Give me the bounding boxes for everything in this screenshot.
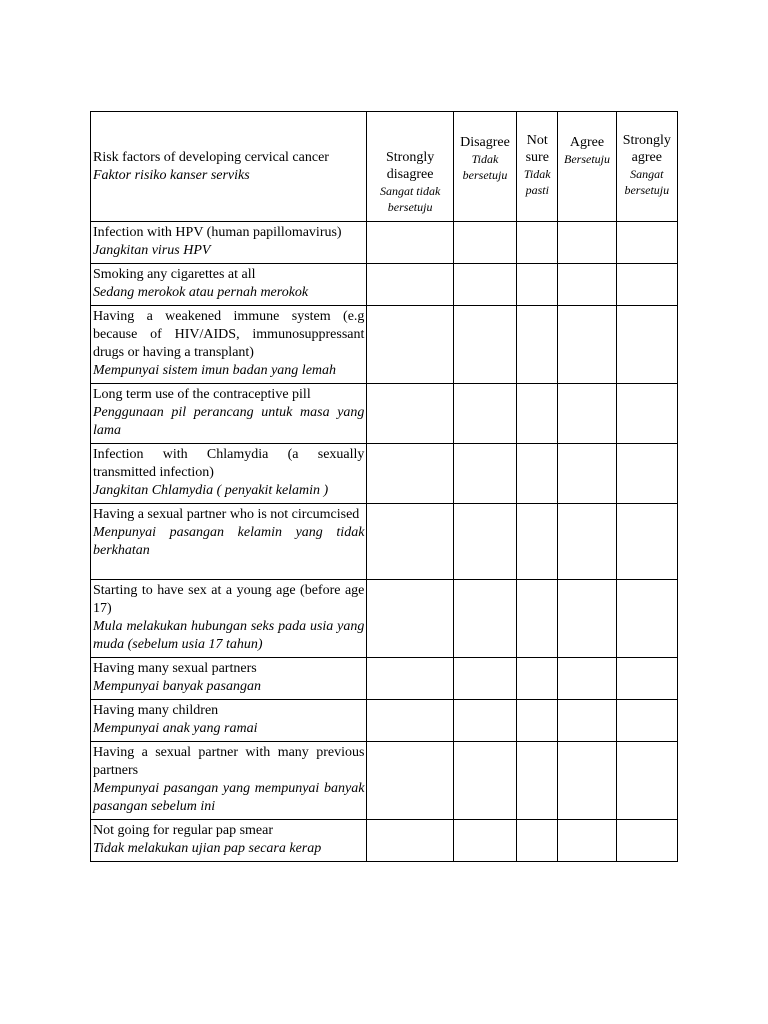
risk-factor-en: Having a weakened immune system (e.g because of HIV/AIDS, immunosuppressant drugs or having a transplant) [93, 309, 365, 360]
table-row [91, 384, 678, 444]
answer-cell-strongly-agree[interactable] [616, 306, 677, 384]
answer-cell-strongly-agree[interactable] [616, 820, 677, 862]
risk-factor-en: Infection with HPV (human papillomavirus) [93, 225, 342, 240]
answer-cell-disagree[interactable] [453, 504, 516, 580]
risk-factor-en: Starting to have sex at a young age (before age 17) [93, 583, 365, 616]
answer-cell-strongly-agree[interactable] [616, 384, 677, 444]
risk-factor-ms: Sedang merokok atau pernah merokok [93, 285, 309, 300]
risk-factor-ms: Mempunyai pasangan yang mempunyai banyak pasangan sebelum ini [93, 781, 365, 814]
table-row [91, 444, 678, 504]
answer-cell-disagree[interactable] [453, 306, 516, 384]
risk-factor-en: Smoking any cigarettes at all [93, 267, 256, 282]
table-row [91, 306, 678, 384]
answer-cell-not-sure[interactable] [517, 444, 558, 504]
answer-cell-strongly-agree[interactable] [616, 658, 677, 700]
answer-cell-disagree[interactable] [453, 820, 516, 862]
answer-cell-strongly-disagree[interactable] [367, 222, 453, 264]
table-row [91, 742, 678, 820]
answer-cell-disagree[interactable] [453, 444, 516, 504]
header-option-ms: Sangat tidak bersetuju [379, 184, 441, 214]
answer-cell-strongly-agree[interactable] [616, 580, 677, 658]
risk-factor-cell [91, 222, 367, 264]
header-option-ms: Sangat bersetuju [624, 167, 670, 197]
risk-factor-cell [91, 384, 367, 444]
answer-cell-disagree[interactable] [453, 264, 516, 306]
answer-cell-strongly-disagree[interactable] [367, 700, 453, 742]
answer-cell-agree[interactable] [558, 658, 616, 700]
answer-cell-agree[interactable] [558, 580, 616, 658]
risk-factor-en: Having many children [93, 703, 219, 718]
header-disagree [453, 112, 516, 222]
answer-cell-not-sure[interactable] [517, 264, 558, 306]
answer-cell-not-sure[interactable] [517, 580, 558, 658]
answer-cell-strongly-agree[interactable] [616, 444, 677, 504]
answer-cell-agree[interactable] [558, 264, 616, 306]
risk-factor-cell [91, 504, 367, 580]
header-option-en: Strongly agree [622, 133, 671, 165]
answer-cell-strongly-disagree[interactable] [367, 306, 453, 384]
answer-cell-strongly-disagree[interactable] [367, 504, 453, 580]
answer-cell-not-sure[interactable] [517, 384, 558, 444]
risk-factor-en: Having a sexual partner with many previous partners [93, 745, 365, 778]
header-option-en: Agree [569, 135, 605, 150]
answer-cell-agree[interactable] [558, 222, 616, 264]
risk-factor-cell [91, 444, 367, 504]
answer-cell-strongly-agree[interactable] [616, 264, 677, 306]
answer-cell-disagree[interactable] [453, 742, 516, 820]
risk-factor-ms: Jangkitan virus HPV [93, 243, 211, 258]
header-strongly-disagree [367, 112, 453, 222]
header-option-ms: Tidak bersetuju [462, 152, 508, 182]
answer-cell-strongly-disagree[interactable] [367, 742, 453, 820]
answer-cell-agree[interactable] [558, 306, 616, 384]
answer-cell-strongly-disagree[interactable] [367, 264, 453, 306]
risk-factor-ms: Penggunaan pil perancang untuk masa yang lama [93, 405, 365, 438]
header-agree [558, 112, 616, 222]
table-row [91, 222, 678, 264]
answer-cell-strongly-agree[interactable] [616, 504, 677, 580]
risk-factor-en: Not going for regular pap smear [93, 823, 273, 838]
header-factor-ms: Faktor risiko kanser serviks [93, 167, 250, 183]
answer-cell-strongly-agree[interactable] [616, 222, 677, 264]
risk-factor-en: Having many sexual partners [93, 661, 257, 676]
answer-cell-strongly-disagree[interactable] [367, 384, 453, 444]
table-row [91, 700, 678, 742]
risk-factor-ms: Mempunyai sistem imun badan yang lemah [93, 363, 337, 378]
risk-factor-en: Infection with Chlamydia (a sexually transmitted infection) [93, 447, 365, 480]
risk-factor-questionnaire-table [90, 111, 678, 862]
answer-cell-agree[interactable] [558, 820, 616, 862]
risk-factor-en: Long term use of the contraceptive pill [93, 387, 311, 402]
risk-factor-cell [91, 742, 367, 820]
risk-factor-cell [91, 264, 367, 306]
table-row [91, 504, 678, 580]
answer-cell-agree[interactable] [558, 742, 616, 820]
risk-factor-cell [91, 700, 367, 742]
answer-cell-disagree[interactable] [453, 700, 516, 742]
header-not-sure [517, 112, 558, 222]
answer-cell-agree[interactable] [558, 384, 616, 444]
answer-cell-agree[interactable] [558, 700, 616, 742]
answer-cell-agree[interactable] [558, 444, 616, 504]
answer-cell-strongly-disagree[interactable] [367, 580, 453, 658]
risk-factor-en: Having a sexual partner who is not circumcised [93, 507, 360, 522]
risk-factor-ms: Mula melakukan hubungan seks pada usia yang muda (sebelum usia 17 tahun) [93, 619, 365, 652]
risk-factor-ms: Mempunyai banyak pasangan [93, 679, 261, 694]
answer-cell-not-sure[interactable] [517, 820, 558, 862]
header-strongly-agree [616, 112, 677, 222]
header-option-ms: Bersetuju [564, 152, 610, 166]
answer-cell-not-sure[interactable] [517, 504, 558, 580]
answer-cell-disagree[interactable] [453, 658, 516, 700]
answer-cell-strongly-agree[interactable] [616, 742, 677, 820]
answer-cell-disagree[interactable] [453, 222, 516, 264]
answer-cell-strongly-disagree[interactable] [367, 658, 453, 700]
risk-factor-ms: Tidak melakukan ujian pap secara kerap [93, 841, 322, 856]
header-risk-factor [91, 112, 367, 222]
answer-cell-strongly-disagree[interactable] [367, 820, 453, 862]
answer-cell-disagree[interactable] [453, 580, 516, 658]
risk-factor-ms: Jangkitan Chlamydia ( penyakit kelamin ) [93, 483, 329, 498]
risk-factor-ms: Mempunyai anak yang ramai [93, 721, 258, 736]
table-row [91, 580, 678, 658]
answer-cell-not-sure[interactable] [517, 742, 558, 820]
risk-factor-cell [91, 580, 367, 658]
answer-cell-disagree[interactable] [453, 384, 516, 444]
answer-cell-strongly-agree[interactable] [616, 700, 677, 742]
header-factor-en: Risk factors of developing cervical cancer [93, 149, 329, 165]
header-option-en: Strongly disagree [386, 150, 435, 182]
header-option-en: Disagree [460, 135, 510, 150]
risk-factor-cell [91, 306, 367, 384]
answer-cell-not-sure[interactable] [517, 700, 558, 742]
header-option-en: Not sure [525, 133, 549, 165]
risk-factor-cell [91, 658, 367, 700]
answer-cell-strongly-disagree[interactable] [367, 444, 453, 504]
answer-cell-not-sure[interactable] [517, 306, 558, 384]
risk-factor-cell [91, 820, 367, 862]
table-row [91, 264, 678, 306]
risk-factor-ms: Menpunyai pasangan kelamin yang tidak berkhatan [93, 525, 365, 558]
table-row [91, 658, 678, 700]
table-row [91, 820, 678, 862]
header-option-ms: Tidak pasti [523, 167, 551, 197]
answer-cell-agree[interactable] [558, 504, 616, 580]
answer-cell-not-sure[interactable] [517, 658, 558, 700]
answer-cell-not-sure[interactable] [517, 222, 558, 264]
table-header-row [91, 112, 678, 222]
